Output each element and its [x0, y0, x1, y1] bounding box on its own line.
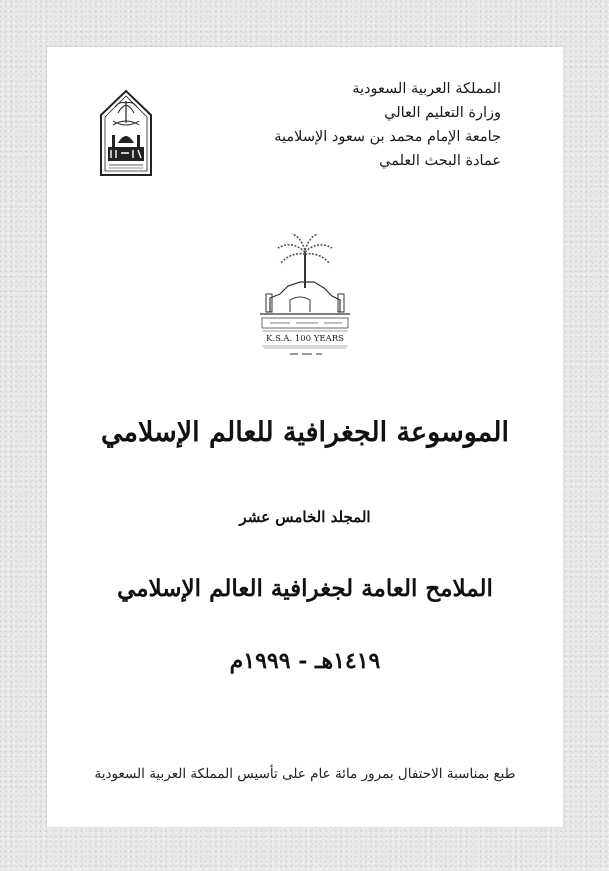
- publication-date: ١٤١٩هـ - ١٩٩٩م: [229, 648, 381, 674]
- centennial-emblem-icon: [240, 230, 370, 370]
- header-line-ministry: وزارة التعليم العالي: [384, 105, 501, 121]
- header-line-kingdom: المملكة العربية السعودية: [352, 81, 501, 97]
- volume-subtitle: الملامح العامة لجغرافية العالم الإسلامي: [117, 575, 493, 602]
- publication-note: طبع بمناسبة الاحتفال بمرور مائة عام على تأسيس المملكة العربية السعودية: [94, 766, 516, 782]
- volume-label: المجلد الخامس عشر: [239, 508, 371, 526]
- university-logo-icon: [99, 89, 153, 179]
- page: [47, 47, 563, 827]
- header-line-deanship: عمادة البحث العلمي: [379, 153, 501, 169]
- header-line-university: جامعة الإمام محمد بن سعود الإسلامية: [274, 129, 501, 145]
- emblem-caption: K.S.A. 100 YEARS: [266, 334, 344, 344]
- page-title: الموسوعة الجغرافية للعالم الإسلامي: [101, 417, 509, 448]
- header-block: [274, 77, 501, 173]
